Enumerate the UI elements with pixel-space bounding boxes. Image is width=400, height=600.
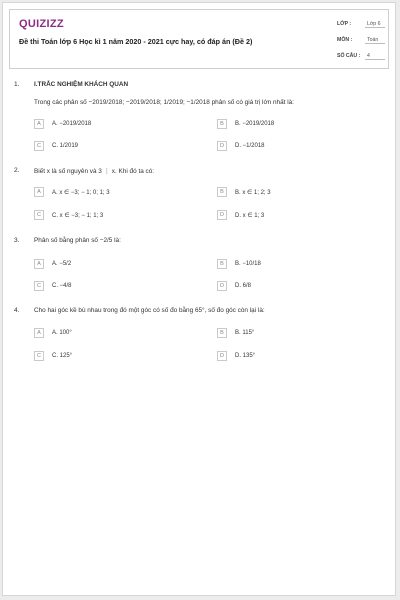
option-text: A. −2019/2018 [52, 121, 92, 127]
meta-subject [335, 34, 387, 46]
question-number: 3. [14, 237, 20, 244]
option-letter-box: A [34, 328, 44, 338]
meta-count-value: 4 [365, 50, 385, 60]
option-letter-box: D [217, 351, 227, 361]
option-letter-box: B [217, 259, 227, 269]
worksheet-page [2, 2, 396, 596]
option-letter-box: C [34, 141, 44, 151]
option-text: D. x ∈ 1; 3 [235, 213, 265, 219]
option-letter-box: D [217, 210, 227, 220]
meta-class-value: Lớp 6 [365, 18, 385, 28]
option-text: B. −10/18 [235, 261, 261, 267]
option-text: D. −1/2018 [235, 143, 265, 149]
option-text: C. −4/8 [52, 283, 72, 289]
option-letter-box: C [34, 351, 44, 361]
question-text: Cho hai góc kề bù nhau trong đó một góc có số đo bằng 65°, số đo góc còn lại là: [34, 307, 265, 314]
option-text: C. 1/2019 [52, 143, 79, 149]
option-text: D. 135° [235, 353, 256, 359]
option-text: A. −5/2 [52, 261, 72, 267]
option-letter-box: A [34, 259, 44, 269]
document-title: Đề thi Toán lớp 6 Học kì 1 năm 2020 - 2021 cực hay, có đáp án (Đề 2) [19, 37, 253, 46]
question-text: Trong các phân số −2019/2018; −2019/2018; 1/2019; −1/2018 phân số có giá trị lớn nhất là: [34, 99, 294, 106]
meta-class-label: LỚP : [337, 21, 352, 27]
meta-subject-value: Toán [365, 34, 385, 44]
option-letter-box: A [34, 187, 44, 197]
option-letter-box: B [217, 187, 227, 197]
option-letter-box: A [34, 119, 44, 129]
option-letter-box: B [217, 119, 227, 129]
question-text: Phân số bằng phân số −2/5 là: [34, 237, 121, 244]
option-text: C. 125° [52, 353, 73, 359]
meta-count [335, 50, 387, 62]
option-text: A. 100° [52, 330, 72, 336]
quizizz-logo: QUIZIZZ [19, 18, 64, 30]
option-letter-box: B [217, 328, 227, 338]
option-letter-box: C [34, 210, 44, 220]
worksheet-header [9, 9, 389, 69]
option-text: D. 6/8 [235, 283, 252, 289]
meta-subject-label: MÔN : [337, 37, 353, 43]
meta-class [335, 18, 387, 30]
question-text: Biết x là số nguyên và 3 ⋮ x. Khi đó ta có: [34, 168, 155, 175]
option-letter-box: C [34, 281, 44, 291]
question-number: 1. [14, 81, 20, 88]
option-letter-box: D [217, 141, 227, 151]
option-letter-box: D [217, 281, 227, 291]
option-text: A. x ∈ −3; − 1; 0; 1; 3 [52, 190, 110, 196]
option-text: B. −2019/2018 [235, 121, 275, 127]
question-number: 4. [14, 307, 20, 314]
option-text: B. x ∈ 1; 2; 3 [235, 190, 271, 196]
option-text: B. 115° [235, 330, 255, 336]
meta-count-label: SỐ CÂU : [337, 53, 361, 59]
section-heading: I.TRẮC NGHIỆM KHÁCH QUAN [34, 81, 129, 88]
question-number: 2. [14, 167, 20, 174]
option-text: C. x ∈ −3; − 1; 1; 3 [52, 213, 104, 219]
